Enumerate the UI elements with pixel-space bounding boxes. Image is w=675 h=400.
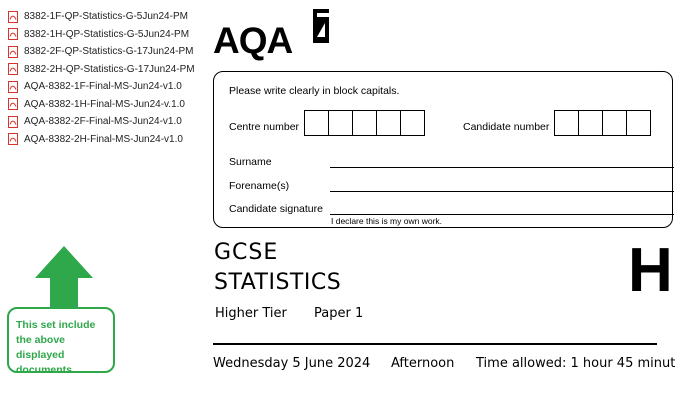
file-item[interactable]	[8, 43, 195, 61]
paper-number: Paper 1	[314, 306, 364, 321]
file-name: 8382-1F-QP-Statistics-G-5Jun24-PM	[24, 11, 188, 23]
signature-field[interactable]	[330, 214, 674, 215]
digit-box[interactable]	[352, 110, 377, 136]
note-text: This set include the above displayed documents	[16, 319, 96, 376]
annotation-note	[7, 307, 115, 376]
file-name: AQA-8382-2H-Final-MS-Jun24-v1.0	[24, 133, 183, 145]
file-name: 8382-2F-QP-Statistics-G-17Jun24-PM	[24, 46, 194, 58]
qualification-level: GCSE	[214, 240, 279, 265]
file-item[interactable]	[8, 113, 195, 131]
digit-box[interactable]	[554, 110, 579, 136]
file-item[interactable]	[8, 8, 195, 26]
file-item[interactable]	[8, 96, 195, 114]
pdf-file-icon	[8, 116, 18, 128]
file-item[interactable]	[8, 78, 195, 96]
surname-label: Surname	[229, 156, 272, 168]
pdf-file-icon	[8, 133, 18, 145]
forenames-field[interactable]	[330, 191, 674, 192]
candidate-number-boxes[interactable]	[555, 110, 651, 136]
candidate-details-form	[213, 71, 673, 228]
centre-number-boxes[interactable]	[305, 110, 425, 136]
digit-box[interactable]	[400, 110, 425, 136]
file-name: AQA-8382-1H-Final-MS-Jun24-v.1.0	[24, 98, 185, 110]
divider	[213, 343, 657, 345]
logo-mark-icon	[309, 7, 331, 45]
digit-box[interactable]	[602, 110, 627, 136]
form-instruction: Please write clearly in block capitals.	[229, 85, 400, 97]
time-allowed: Time allowed: 1 hour 45 minut	[476, 356, 675, 371]
file-name: AQA-8382-1F-Final-MS-Jun24-v1.0	[24, 81, 182, 93]
file-list	[8, 8, 195, 148]
centre-number-label: Centre number	[229, 121, 300, 133]
logo-text: AQA	[213, 20, 293, 61]
arrow-up-icon	[35, 246, 93, 308]
digit-box[interactable]	[626, 110, 651, 136]
pdf-file-icon	[8, 63, 18, 75]
file-item[interactable]	[8, 61, 195, 79]
digit-box[interactable]	[376, 110, 401, 136]
pdf-file-icon	[8, 11, 18, 23]
file-name: 8382-1H-QP-Statistics-G-5Jun24-PM	[24, 28, 190, 40]
subject-title: STATISTICS	[214, 270, 342, 295]
file-name: AQA-8382-2F-Final-MS-Jun24-v1.0	[24, 116, 182, 128]
surname-field[interactable]	[330, 167, 674, 168]
candidate-number-label: Candidate number	[463, 121, 550, 133]
file-name: 8382-2H-QP-Statistics-G-17Jun24-PM	[24, 63, 195, 75]
pdf-file-icon	[8, 46, 18, 58]
pdf-file-icon	[8, 81, 18, 93]
digit-box[interactable]	[578, 110, 603, 136]
digit-box[interactable]	[304, 110, 329, 136]
file-item[interactable]	[8, 131, 195, 149]
tier-label: Higher Tier	[215, 306, 287, 321]
file-item[interactable]	[8, 26, 195, 44]
forenames-label: Forename(s)	[229, 180, 290, 192]
declaration-text: I declare this is my own work.	[331, 216, 443, 226]
exam-date: Wednesday 5 June 2024	[213, 356, 371, 371]
signature-label: Candidate signature	[229, 203, 323, 215]
tier-letter: H	[628, 236, 673, 305]
exam-session: Afternoon	[391, 356, 455, 371]
digit-box[interactable]	[328, 110, 353, 136]
pdf-file-icon	[8, 98, 18, 110]
pdf-file-icon	[8, 28, 18, 40]
